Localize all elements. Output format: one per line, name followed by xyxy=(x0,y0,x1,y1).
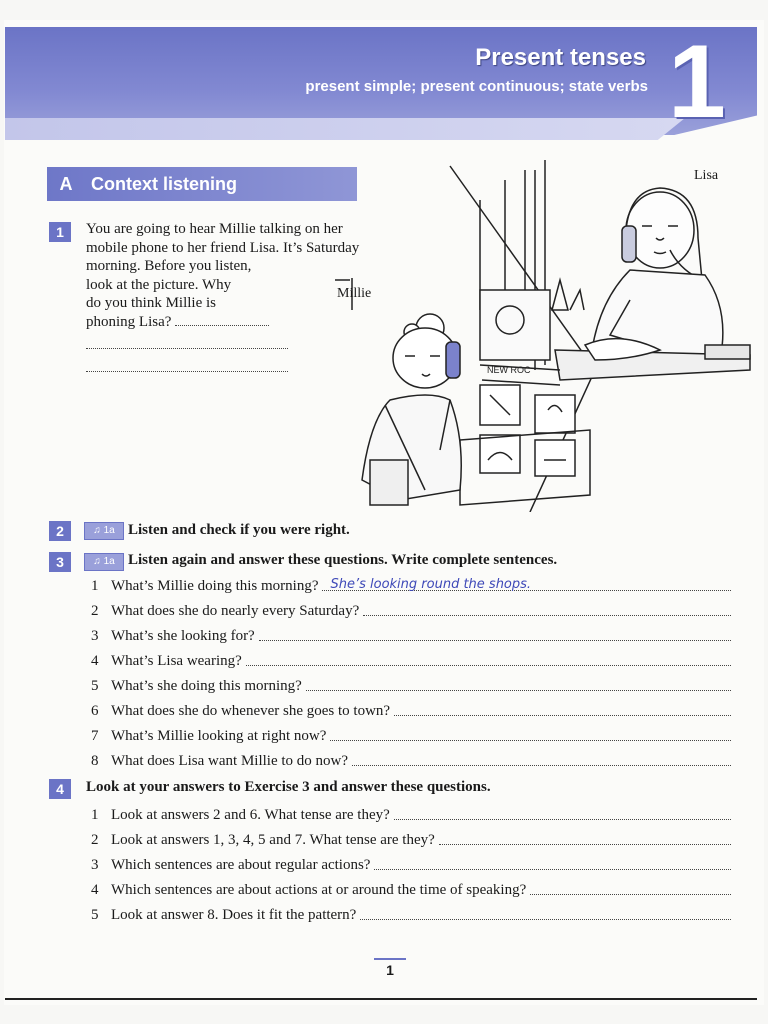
exercise-3-question xyxy=(91,575,731,595)
header-band-accent xyxy=(5,118,685,140)
answer-line[interactable] xyxy=(394,715,731,716)
exercise-3-question xyxy=(91,625,731,645)
question-text: Look at answers 2 and 6. What tense are they? xyxy=(111,807,390,823)
answer-line[interactable] xyxy=(246,665,731,666)
exercise-3-question xyxy=(91,725,731,745)
exercise-1-question: phoning Lisa? xyxy=(86,313,172,330)
unit-title: Present tenses xyxy=(475,44,646,71)
question-number: 4 xyxy=(91,653,99,669)
question-number: 2 xyxy=(91,832,99,848)
question-number: 5 xyxy=(91,907,99,923)
answer-line[interactable] xyxy=(330,740,731,741)
shop-sign: NEW ROC xyxy=(487,365,531,375)
exercise-4-instruction: Look at your answers to Exercise 3 and answer these questions. xyxy=(86,779,491,795)
section-letter: A xyxy=(59,173,73,194)
question-text: Look at answer 8. Does it fit the pattern? xyxy=(111,907,357,923)
bottom-rule xyxy=(5,998,757,1000)
exercise-3-number: 3 xyxy=(49,552,71,572)
answer-line[interactable] xyxy=(374,869,731,870)
question-number: 3 xyxy=(91,857,99,873)
exercise-4-question xyxy=(91,904,731,924)
exercise-3-question xyxy=(91,600,731,620)
exercise-2-instruction: Listen and check if you were right. xyxy=(128,522,350,538)
exercise-3-question xyxy=(91,700,731,720)
audio-track-label: 1a xyxy=(103,556,115,567)
exercise-2-number: 2 xyxy=(49,521,71,541)
exercise-4-question xyxy=(91,879,731,899)
audio-track-badge[interactable]: ♫ 1a xyxy=(84,553,124,571)
exercise-1-answer-line[interactable] xyxy=(175,313,269,326)
exercise-1-line: morning. Before you listen, xyxy=(86,258,252,274)
exercise-1-line: look at the picture. Why xyxy=(86,276,232,293)
exercise-3-question xyxy=(91,650,731,670)
question-number: 1 xyxy=(91,578,99,594)
exercise-1-answer-line-2[interactable] xyxy=(86,347,288,349)
question-text: Which sentences are about regular actions? xyxy=(111,857,371,873)
question-text: What’s she looking for? xyxy=(111,628,255,644)
label-millie: Millie xyxy=(337,286,372,301)
question-text: What does Lisa want Millie to do now? xyxy=(111,753,349,769)
question-number: 5 xyxy=(91,678,99,694)
question-text: What’s she doing this morning? xyxy=(111,678,302,694)
question-number: 6 xyxy=(91,703,99,719)
exercise-1-line: mobile phone to her friend Lisa. It’s Saturday xyxy=(86,239,360,256)
exercise-3-question xyxy=(91,675,731,695)
answer-line[interactable] xyxy=(360,919,731,920)
exercise-3-question xyxy=(91,750,731,770)
audio-track-label: 1a xyxy=(103,525,115,536)
exercise-4-question xyxy=(91,829,731,849)
answer-line[interactable] xyxy=(394,819,731,820)
exercise-4-number: 4 xyxy=(49,779,71,799)
question-text: What’s Millie doing this morning? xyxy=(111,578,319,594)
unit-number: 1 xyxy=(668,24,726,140)
audio-track-badge[interactable]: ♫ 1a xyxy=(84,522,124,540)
question-text: Look at answers 1, 3, 4, 5 and 7. What tense are they? xyxy=(111,832,435,848)
unit-subtitle: present simple; present continuous; state verbs xyxy=(305,78,648,95)
question-number: 7 xyxy=(91,728,99,744)
question-number: 3 xyxy=(91,628,99,644)
answer-line[interactable] xyxy=(363,615,731,616)
handwritten-answer: She’s looking round the shops. xyxy=(330,577,532,592)
page-number: 1 xyxy=(374,958,406,978)
section-heading xyxy=(47,167,357,201)
answer-line[interactable] xyxy=(439,844,731,845)
answer-line[interactable] xyxy=(322,577,731,592)
question-text: What’s Millie looking at right now? xyxy=(111,728,327,744)
label-lisa: Lisa xyxy=(694,168,719,183)
question-text: What does she do whenever she goes to town? xyxy=(111,703,391,719)
exercise-3-instruction: Listen again and answer these questions. Write complete sentences. xyxy=(128,552,558,568)
exercise-1-answer-line-3[interactable] xyxy=(86,370,288,372)
question-number: 4 xyxy=(91,882,99,898)
answer-line[interactable] xyxy=(352,765,731,766)
exercise-1-line: do you think Millie is xyxy=(86,295,217,311)
exercise-1-line: You are going to hear Millie talking on her xyxy=(86,221,343,237)
exercise-4-question xyxy=(91,854,731,874)
question-number: 1 xyxy=(91,807,99,823)
question-text: Which sentences are about actions at or around the time of speaking? xyxy=(111,882,527,898)
answer-line[interactable] xyxy=(259,640,731,641)
question-number: 8 xyxy=(91,753,99,769)
question-text: What does she do nearly every Saturday? xyxy=(111,603,360,619)
answer-line[interactable] xyxy=(306,690,731,691)
question-text: What’s Lisa wearing? xyxy=(111,653,242,669)
section-title: Context listening xyxy=(91,173,238,194)
answer-line[interactable] xyxy=(530,894,731,895)
exercise-1-number: 1 xyxy=(49,222,71,242)
shop-phone-illustration xyxy=(330,160,760,512)
question-number: 2 xyxy=(91,603,99,619)
exercise-4-question xyxy=(91,804,731,824)
